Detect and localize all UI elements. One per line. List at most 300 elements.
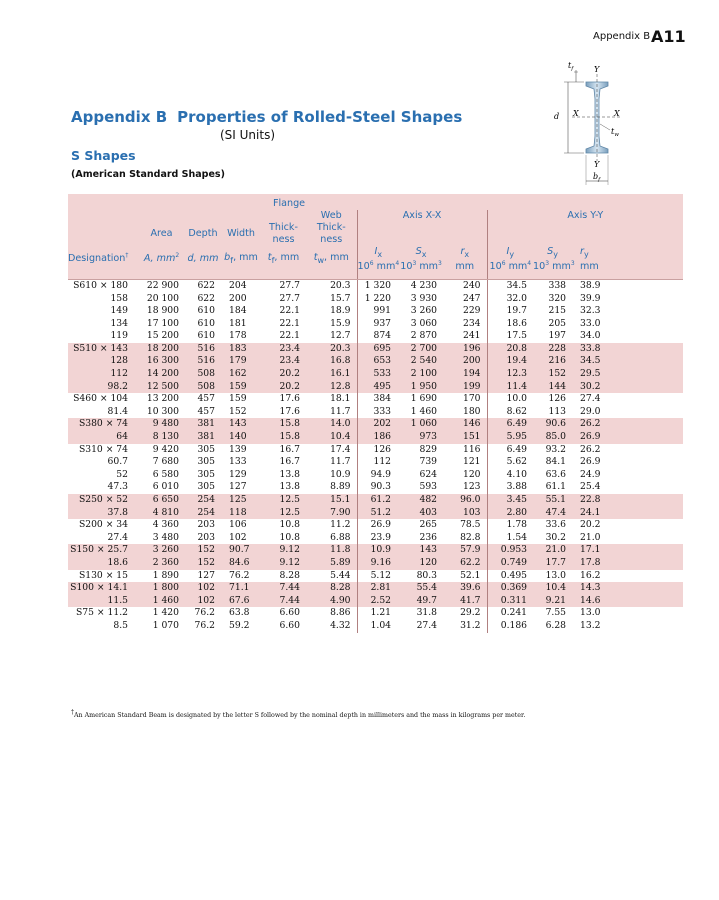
designation-cell: 27.4 [107, 531, 128, 543]
header-designation: Designation† [68, 246, 138, 279]
header-flange: Flange [272, 198, 306, 209]
value-cell: 695 [357, 343, 399, 356]
designation-cell: S460 × 104 [73, 393, 128, 405]
value-cell: 624 [419, 468, 438, 480]
value-cell: 127 [197, 569, 215, 581]
tw-leader-line [600, 124, 610, 130]
table-row [68, 381, 683, 394]
label-x-right: X [614, 109, 620, 118]
value-cell: 333 [357, 406, 399, 419]
designation-cell: 98.2 [68, 381, 138, 394]
value-cell: 18 200 [138, 343, 185, 356]
value-cell: 4.32 [330, 619, 351, 631]
value-cell: 11.4 [487, 381, 533, 394]
value-cell: 3 930 [410, 292, 438, 304]
value-cell: 6.60 [279, 619, 300, 631]
value-cell: 482 [399, 494, 443, 507]
value-cell: 179 [221, 355, 261, 368]
value-cell: 32.3 [580, 305, 601, 317]
value-cell: 17.6 [279, 405, 300, 417]
value-cell: 15 200 [146, 330, 179, 342]
value-cell: 33.0 [580, 317, 601, 329]
value-cell: 9.12 [261, 557, 306, 570]
value-cell: 0.749 [487, 557, 533, 570]
value-cell: 13.8 [279, 481, 300, 493]
value-cell: 20.2 [580, 519, 601, 531]
value-cell: 63.6 [545, 468, 567, 480]
value-cell: 12.8 [306, 381, 357, 394]
value-cell: 8.62 [487, 406, 533, 419]
value-cell: 236 [419, 531, 438, 543]
value-cell: 133 [229, 456, 247, 468]
value-cell: 59.2 [229, 619, 250, 631]
value-cell: 84.6 [221, 557, 261, 570]
value-cell: 200 [229, 292, 247, 304]
value-cell: 1 800 [138, 582, 185, 595]
value-cell: 215 [548, 305, 567, 317]
table-row [68, 544, 683, 557]
value-cell: 120 [399, 557, 443, 570]
value-cell: 62.2 [443, 557, 487, 570]
value-cell: 39.9 [580, 292, 601, 304]
value-cell: 38.9 [580, 279, 601, 291]
value-cell: 9 420 [152, 443, 179, 455]
value-cell: 22.8 [572, 494, 683, 507]
header-width-unit: $b_f$, mm [221, 246, 261, 279]
value-cell: 0.241 [487, 607, 533, 620]
value-cell: 10.9 [330, 468, 351, 480]
value-cell: 6.88 [330, 531, 351, 543]
header-sx: $S_x$ $10^3$ $mm^3$ [399, 246, 443, 279]
value-cell: 457 [197, 393, 215, 405]
value-cell: 12.3 [487, 368, 533, 381]
value-cell: 22.1 [279, 317, 300, 329]
designation-cell: S100 × 14.1 [68, 582, 138, 595]
value-cell: 14 200 [138, 368, 185, 381]
value-cell: 15.8 [261, 418, 306, 431]
value-cell: 4 810 [138, 507, 185, 520]
designation-cell: 149 [110, 305, 128, 317]
value-cell: 11.7 [330, 456, 351, 468]
value-cell: 1 060 [399, 418, 443, 431]
value-cell: 216 [533, 355, 572, 368]
value-cell: 90.7 [221, 544, 261, 557]
value-cell: 1.54 [487, 532, 533, 545]
value-cell: 102 [229, 531, 247, 543]
value-cell: 305 [197, 443, 215, 455]
value-cell: 31.8 [416, 607, 438, 619]
value-cell: 8 130 [138, 431, 185, 444]
value-cell: 162 [221, 368, 261, 381]
value-cell: 0.311 [487, 595, 533, 608]
table-row [68, 444, 683, 457]
table-row [68, 418, 683, 431]
value-cell: 152 [533, 368, 572, 381]
value-cell: 118 [221, 507, 261, 520]
value-cell: 199 [443, 381, 487, 394]
value-cell: 10.8 [279, 519, 300, 531]
value-cell: 102 [185, 582, 221, 595]
value-cell: 34.5 [572, 355, 683, 368]
value-cell: 186 [357, 431, 399, 444]
value-cell: 13.2 [580, 619, 601, 631]
designation-cell: 60.7 [107, 456, 128, 468]
value-cell: 11.2 [330, 519, 351, 531]
value-cell: 27.4 [580, 393, 601, 405]
running-head-appendix: Appendix B [593, 31, 651, 42]
value-cell: 184 [229, 305, 247, 317]
value-cell: 2.80 [487, 507, 533, 520]
value-cell: 203 [197, 531, 215, 543]
value-cell: 18 900 [146, 305, 179, 317]
value-cell: 8.89 [330, 481, 351, 493]
header-area: Area [150, 228, 173, 239]
value-cell: 2.52 [357, 595, 399, 608]
value-cell: 61.2 [357, 494, 399, 507]
value-cell: 152 [185, 557, 221, 570]
value-cell: 305 [197, 481, 215, 493]
label-tw: $t_w$ [611, 127, 619, 138]
value-cell: 10.8 [279, 531, 300, 543]
header-tw-unit: $t_w$, mm [306, 246, 357, 279]
value-cell: 76.2 [229, 569, 250, 581]
value-cell: 403 [399, 507, 443, 520]
table-row [68, 279, 683, 292]
subsection-heading: (American Standard Shapes) [71, 169, 225, 180]
value-cell: 10.4 [533, 582, 572, 595]
designation-cell: S200 × 34 [78, 519, 128, 531]
table-row [68, 406, 683, 419]
value-cell: 84.1 [545, 456, 567, 468]
value-cell: 9.12 [261, 544, 306, 557]
value-cell: 5.89 [306, 557, 357, 570]
value-cell: 93.2 [545, 443, 567, 455]
value-cell: 240 [462, 279, 481, 291]
value-cell: 7.55 [545, 607, 567, 619]
header-flange-thickness: Thick- ness [269, 222, 298, 245]
value-cell: 593 [419, 481, 438, 493]
value-cell: 12.7 [330, 330, 351, 342]
value-cell: 457 [197, 405, 215, 417]
value-cell: 129 [229, 468, 247, 480]
designation-cell: S150 × 25.7 [68, 544, 138, 557]
table-row [68, 293, 683, 306]
value-cell: 2 700 [399, 343, 443, 356]
value-cell: 116 [462, 443, 481, 455]
header-rx: $r_x$ mm [443, 246, 487, 279]
value-cell: 23.9 [357, 532, 399, 545]
value-cell: 16.7 [279, 443, 300, 455]
value-cell: 112 [357, 456, 399, 469]
value-cell: 3 060 [410, 317, 438, 329]
value-cell: 234 [462, 317, 481, 329]
value-cell: 17.8 [572, 557, 683, 570]
value-cell: 22.1 [279, 305, 300, 317]
value-cell: 159 [221, 381, 261, 394]
value-cell: 27.7 [279, 279, 300, 291]
designation-cell: 47.3 [107, 481, 128, 493]
value-cell: 653 [357, 355, 399, 368]
value-cell: 2.81 [357, 582, 399, 595]
title-appendix: Appendix B [71, 108, 168, 126]
value-cell: 29.5 [572, 368, 683, 381]
value-cell: 26.9 [580, 456, 601, 468]
table-row [68, 494, 683, 507]
table-row [68, 481, 683, 494]
value-cell: 181 [229, 317, 247, 329]
value-cell: 4 230 [410, 279, 438, 291]
header-axis-yy: Axis Y-Y [487, 210, 683, 222]
value-cell: 1.04 [357, 620, 399, 633]
table-row [68, 431, 683, 444]
value-cell: 18.6 [487, 318, 533, 331]
designation-cell: S380 × 74 [68, 418, 138, 431]
title-units: (SI Units) [220, 128, 276, 142]
value-cell: 113 [548, 405, 567, 417]
table-row [68, 343, 683, 356]
value-cell: 30.2 [545, 531, 567, 543]
value-cell: 17.6 [279, 393, 300, 405]
value-cell: 106 [229, 519, 247, 531]
value-cell: 204 [229, 279, 247, 291]
value-cell: 13.0 [580, 607, 601, 619]
value-cell: 973 [399, 431, 443, 444]
value-cell: 1 070 [152, 619, 179, 631]
value-cell: 6.49 [487, 444, 533, 457]
value-cell: 82.8 [460, 531, 481, 543]
label-x-left: X [573, 109, 579, 118]
value-cell: 516 [185, 343, 221, 356]
value-cell: 20.8 [487, 343, 533, 356]
value-cell: 2 100 [399, 368, 443, 381]
value-cell: 1 950 [399, 381, 443, 394]
value-cell: 10.0 [487, 393, 533, 406]
value-cell: 5.62 [487, 456, 533, 469]
value-cell: 126 [548, 393, 567, 405]
value-cell: 247 [462, 292, 481, 304]
value-cell: 16.7 [279, 456, 300, 468]
value-cell: 127 [229, 481, 247, 493]
designation-cell: 37.8 [68, 507, 138, 520]
value-cell: 3 480 [152, 531, 179, 543]
value-cell: 16.2 [580, 569, 601, 581]
value-cell: 32.0 [487, 293, 533, 306]
value-cell: 180 [462, 405, 481, 417]
value-cell: 508 [185, 368, 221, 381]
value-cell: 3.45 [487, 494, 533, 507]
designation-cell: 128 [68, 355, 138, 368]
value-cell: 381 [185, 418, 221, 431]
value-cell: 90.3 [357, 481, 399, 494]
value-cell: 103 [443, 507, 487, 520]
value-cell: 5.44 [330, 569, 351, 581]
label-y-top: Y [594, 65, 600, 74]
value-cell: 1.78 [487, 519, 533, 532]
value-cell: 102 [185, 595, 221, 608]
table-row [68, 355, 683, 368]
value-cell: 21.0 [580, 531, 601, 543]
value-cell: 3 260 [138, 544, 185, 557]
header-web-thickness: Thick- ness [316, 222, 346, 245]
value-cell: 12 500 [138, 381, 185, 394]
header-sy: $S_y$ $10^3$ $mm^3$ [533, 246, 572, 279]
value-cell: 33.6 [545, 519, 567, 531]
value-cell: 30.2 [572, 381, 683, 394]
section-heading: S Shapes [71, 148, 136, 163]
value-cell: 39.6 [443, 582, 487, 595]
table-row [68, 305, 683, 318]
value-cell: 7 680 [152, 456, 179, 468]
value-cell: 6.60 [279, 607, 300, 619]
value-cell: 1 420 [152, 607, 179, 619]
value-cell: 203 [197, 519, 215, 531]
table-row [68, 456, 683, 469]
value-cell: 57.9 [443, 544, 487, 557]
value-cell: 121 [462, 456, 481, 468]
value-cell: 26.9 [572, 431, 683, 444]
value-cell: 200 [443, 355, 487, 368]
value-cell: 78.5 [460, 519, 481, 531]
value-cell: 123 [462, 481, 481, 493]
header-depth: Depth [188, 228, 218, 239]
table-row [68, 469, 683, 482]
value-cell: 739 [419, 456, 438, 468]
designation-cell: 134 [110, 317, 128, 329]
s-shapes-table [68, 194, 683, 633]
value-cell: 18.1 [330, 393, 351, 405]
value-cell: 183 [221, 343, 261, 356]
value-cell: 4.90 [306, 595, 357, 608]
value-cell: 0.186 [487, 620, 533, 633]
designation-cell: S250 × 52 [68, 494, 138, 507]
table-row [68, 620, 683, 633]
value-cell: 20 100 [146, 292, 179, 304]
value-cell: 140 [221, 431, 261, 444]
label-tf: $t_f$ [568, 61, 574, 72]
designation-cell: 11.5 [68, 595, 138, 608]
value-cell: 151 [443, 431, 487, 444]
value-cell: 1.21 [357, 607, 399, 620]
value-cell: 320 [548, 292, 567, 304]
value-cell: 13 200 [146, 393, 179, 405]
value-cell: 76.2 [194, 607, 215, 619]
title-block [71, 108, 531, 180]
value-cell: 18.9 [330, 305, 351, 317]
value-cell: 0.495 [487, 570, 533, 583]
value-cell: 52.1 [460, 569, 481, 581]
value-cell: 9.21 [533, 595, 572, 608]
value-cell: 17.7 [533, 557, 572, 570]
table-row [68, 393, 683, 406]
value-cell: 13.0 [545, 569, 567, 581]
value-cell: 17.4 [330, 443, 351, 455]
value-cell: 11.8 [306, 544, 357, 557]
value-cell: 12.5 [261, 494, 306, 507]
table-row [68, 582, 683, 595]
value-cell: 22.1 [279, 330, 300, 342]
value-cell: 241 [462, 330, 481, 342]
value-cell: 85.0 [533, 431, 572, 444]
table-row [68, 368, 683, 381]
value-cell: 10 300 [146, 405, 179, 417]
table-row [68, 595, 683, 608]
value-cell: 34.5 [487, 279, 533, 292]
value-cell: 874 [357, 330, 399, 343]
value-cell: 495 [357, 381, 399, 394]
value-cell: 26.9 [357, 519, 399, 532]
value-cell: 610 [197, 330, 215, 342]
value-cell: 2 540 [399, 355, 443, 368]
value-cell: 254 [185, 494, 221, 507]
value-cell: 197 [548, 330, 567, 342]
designation-cell: 158 [110, 292, 128, 304]
value-cell: 205 [548, 317, 567, 329]
value-cell: 4.10 [487, 469, 533, 482]
value-cell: 6 580 [152, 468, 179, 480]
value-cell: 15.1 [306, 494, 357, 507]
value-cell: 90.6 [533, 418, 572, 431]
value-cell: 508 [185, 381, 221, 394]
s-beam-cross-section-diagram [548, 50, 638, 190]
value-cell: 31.2 [460, 619, 481, 631]
header-width: Width [227, 228, 255, 239]
value-cell: 80.3 [416, 569, 438, 581]
value-cell: 26.2 [572, 418, 683, 431]
value-cell: 6.28 [545, 619, 567, 631]
value-cell: 7.44 [261, 595, 306, 608]
value-cell: 6.49 [487, 418, 533, 431]
designation-cell: S130 × 15 [78, 569, 128, 581]
table-row [68, 519, 683, 532]
value-cell: 25.4 [580, 481, 601, 493]
designation-cell: 112 [68, 368, 138, 381]
value-cell: 139 [229, 443, 247, 455]
value-cell: 202 [357, 418, 399, 431]
value-cell: 3 260 [410, 305, 438, 317]
value-cell: 178 [229, 330, 247, 342]
value-cell: 17 100 [146, 317, 179, 329]
header-tf-unit: $t_f$, mm [261, 246, 306, 279]
header-depth-unit: d, mm [185, 246, 221, 279]
value-cell: 622 [197, 292, 215, 304]
table-head [68, 194, 683, 279]
title-heading: Properties of Rolled-Steel Shapes [177, 108, 463, 126]
value-cell: 152 [185, 544, 221, 557]
page-number: A11 [651, 27, 686, 46]
value-cell: 143 [399, 544, 443, 557]
value-cell: 8.86 [330, 607, 351, 619]
value-cell: 5.95 [487, 431, 533, 444]
value-cell: 17.1 [572, 544, 683, 557]
value-cell: 16.8 [306, 355, 357, 368]
value-cell: 126 [357, 444, 399, 457]
value-cell: 16.1 [306, 368, 357, 381]
value-cell: 7.44 [261, 582, 306, 595]
value-cell: 34.0 [580, 330, 601, 342]
designation-cell: 52 [116, 468, 128, 480]
value-cell: 610 [197, 317, 215, 329]
value-cell: 384 [357, 393, 399, 406]
header-web: Web [320, 210, 342, 221]
value-cell: 76.2 [194, 619, 215, 631]
value-cell: 23.4 [261, 343, 306, 356]
page-title [71, 108, 531, 126]
designation-cell: 64 [68, 431, 138, 444]
value-cell: 194 [443, 368, 487, 381]
value-cell: 125 [221, 494, 261, 507]
value-cell: 829 [419, 443, 438, 455]
label-d: d [554, 112, 560, 121]
